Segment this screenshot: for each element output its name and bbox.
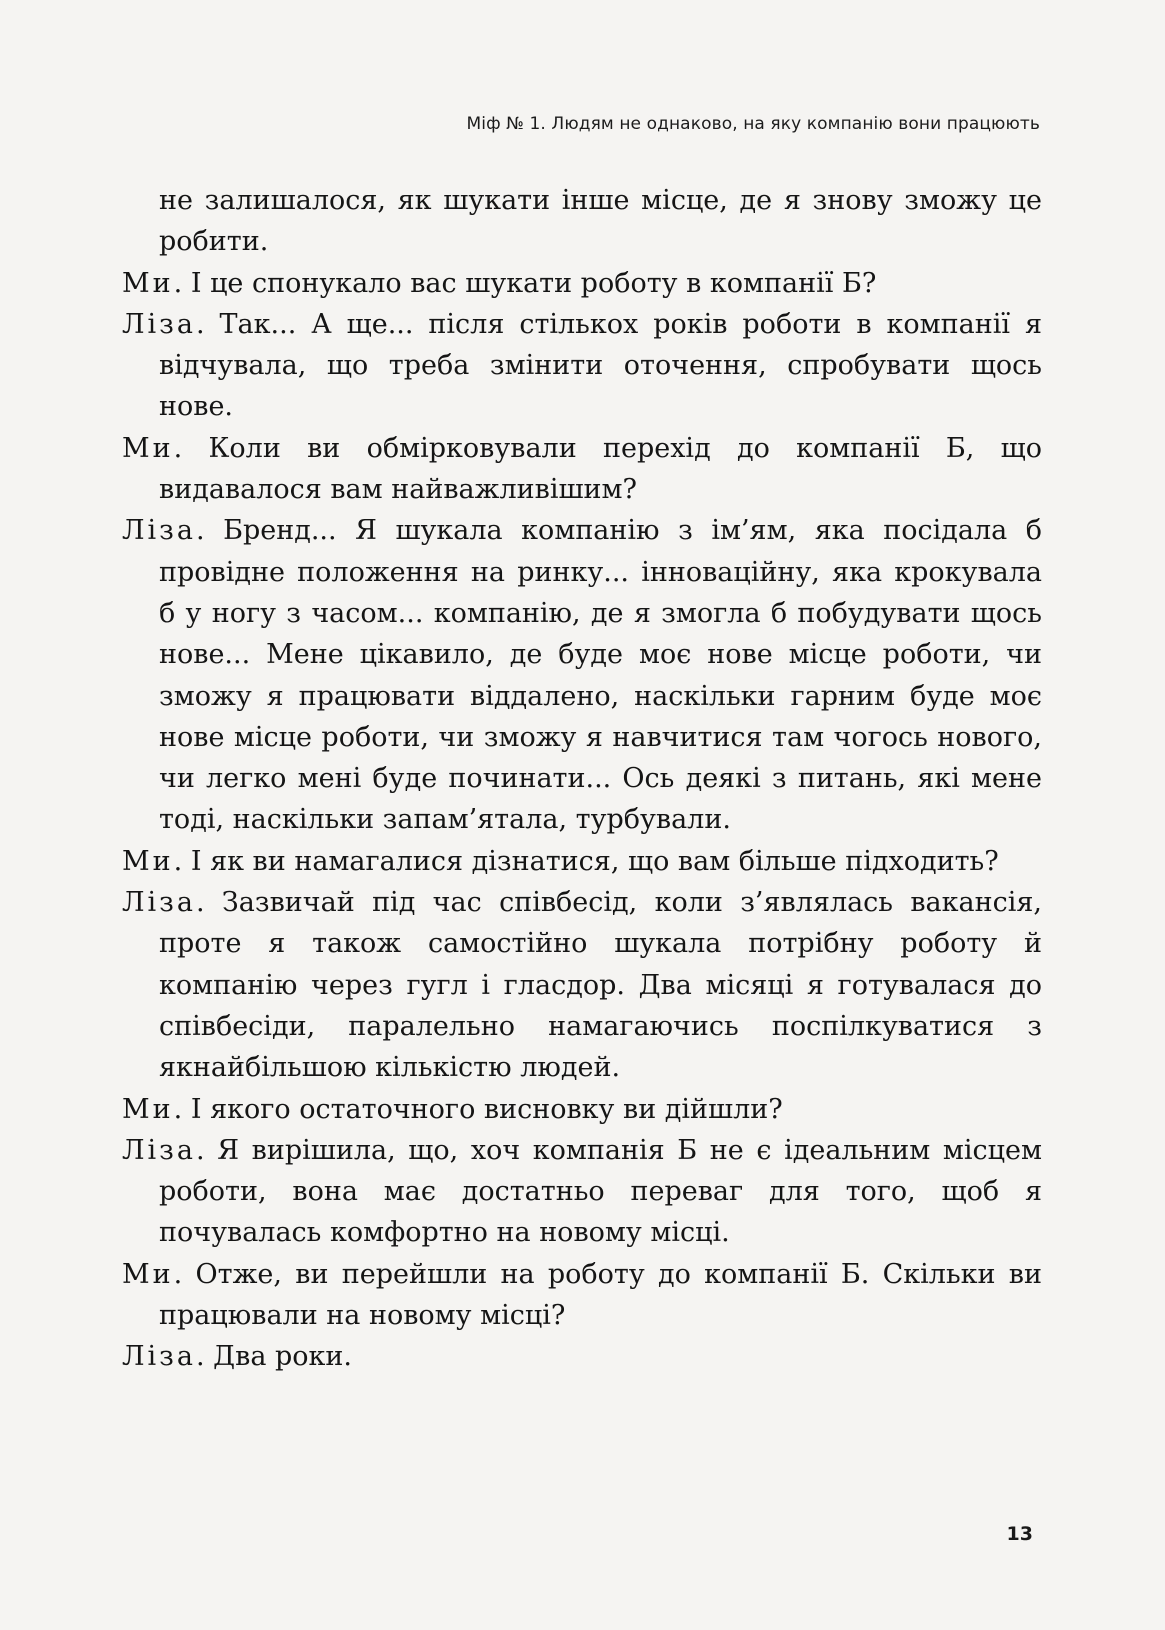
- line-text: . Так... А ще... після стількох років роботи в компанії я відчувала, що треба змінити оточення, спробувати щось нове.: [159, 308, 1042, 423]
- speaker-name: Ми: [122, 1093, 174, 1125]
- line-text: . Коли ви обмірковували перехід до компанії Б, що видавалося вам найважливішим?: [159, 432, 1042, 506]
- line-text: . І як ви намагалися дізнатися, що вам більше підходить?: [173, 845, 999, 877]
- running-head: Міф № 1. Людям не однаково, на яку компанію вони працюють: [466, 114, 1040, 134]
- dialogue-line: [122, 428, 1042, 511]
- dialogue-line: [122, 263, 1042, 304]
- speaker-name: Ми: [122, 432, 174, 464]
- page-number: 13: [1006, 1523, 1033, 1545]
- speaker-name: Ліза: [122, 308, 196, 340]
- dialogue-line: [122, 1130, 1042, 1254]
- dialogue-line: [122, 841, 1042, 882]
- line-text: . Бренд... Я шукала компанію з ім’ям, яка посідала б провідне положення на ринку... інноваційну, яка крокувала б у ногу з часом... компанію, де я змогла б побудувати щось нове... Мене цікавило, де буде моє нове місце роботи, чи зможу я працювати віддалено, наскільки гарним буде моє нове місце роботи, чи зможу я навчитися там чогось нового, чи легко мені буде починати... Ось деякі з питань, які мене тоді, наскільки запам’ятала, турбували.: [159, 515, 1042, 836]
- dialogue-body: [122, 180, 1042, 1378]
- line-text: . І якого остаточного висновку ви дійшли?: [173, 1093, 783, 1125]
- speaker-name: Ліза: [122, 1341, 196, 1373]
- dialogue-line: [122, 1254, 1042, 1337]
- speaker-name: Ліза: [122, 1134, 196, 1166]
- line-text: . Отже, ви перейшли на роботу до компанії Б. Скільки ви працювали на новому місці?: [159, 1258, 1042, 1332]
- line-text: . Зазвичай під час співбесід, коли з’являлась вакансія, проте я також самостійно шукала потрібну роботу й компанію через гугл і гласдор. Два місяці я готувалася до співбесіди, паралельно намагаючись поспілкуватися з якнайбільшою кількістю людей.: [159, 887, 1042, 1084]
- dialogue-line: [122, 304, 1042, 428]
- dialogue-line: [122, 1089, 1042, 1130]
- dialogue-line: [122, 882, 1042, 1088]
- line-text: . І це спонукало вас шукати роботу в компанії Б?: [173, 267, 877, 299]
- dialogue-line: [122, 510, 1042, 840]
- line-text: . Я вирішила, що, хоч компанія Б не є ідеальним місцем роботи, вона має достатньо переваг для того, щоб я почувалась комфортно на новому місці.: [159, 1134, 1042, 1249]
- line-text: . Два роки.: [196, 1341, 352, 1373]
- speaker-name: Ми: [122, 1258, 174, 1290]
- line-text: не залишалося, як шукати інше місце, де я знову зможу це робити.: [159, 185, 1042, 258]
- speaker-name: Ліза: [122, 515, 196, 547]
- speaker-name: Ми: [122, 267, 174, 299]
- speaker-name: Ми: [122, 845, 174, 877]
- dialogue-line: [122, 180, 1042, 263]
- speaker-name: Ліза: [122, 887, 196, 919]
- dialogue-line: [122, 1336, 1042, 1377]
